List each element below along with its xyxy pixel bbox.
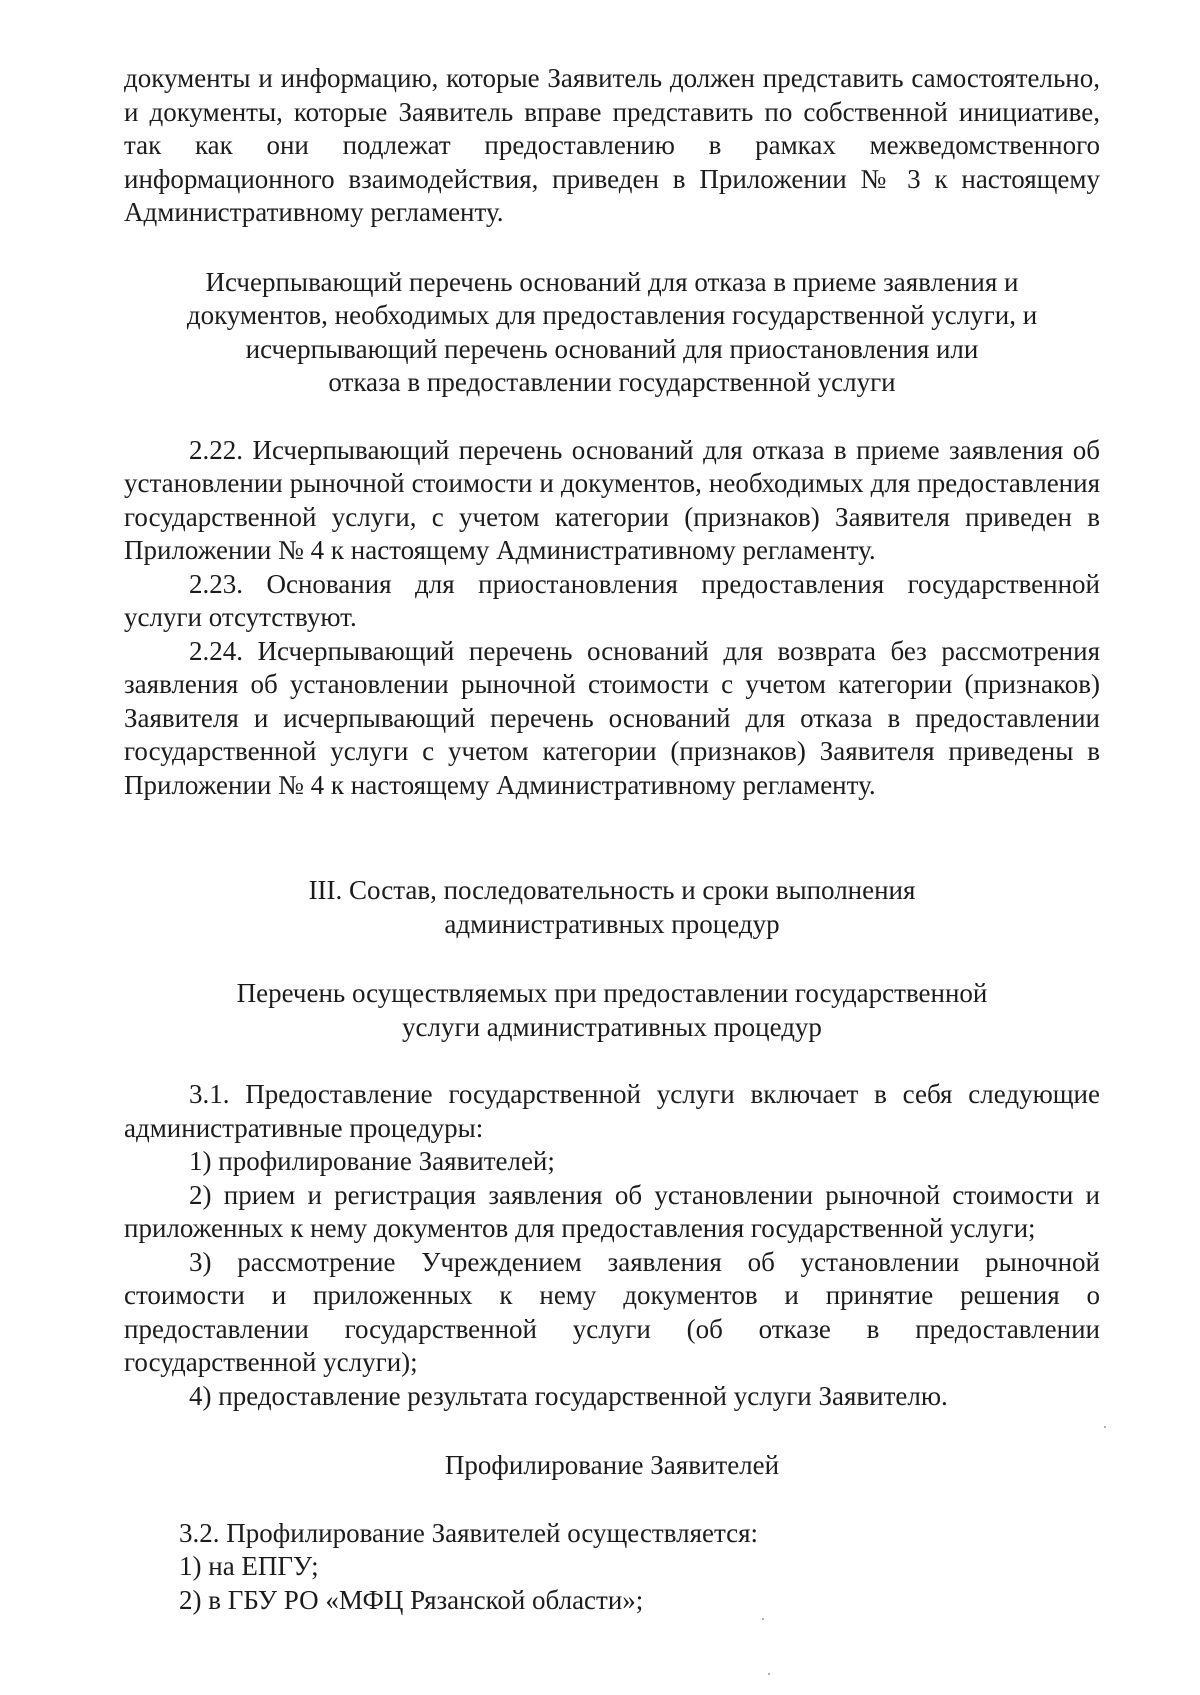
procedure-item: 1) профилирование Заявителей;	[189, 1146, 555, 1176]
section-title-line: III. Состав, последовательность и сроки выполнения	[308, 875, 916, 905]
section-3-title	[124, 874, 1100, 941]
section-title-line: административных процедур	[444, 908, 780, 939]
heading-profiling	[124, 1449, 1100, 1483]
profiling-item: 2) в ГБУ РО «МФЦ Рязанской области»;	[179, 1584, 644, 1615]
procedure-item: 4) предоставление результата государственной услуги Заявителю.	[189, 1380, 948, 1411]
heading-line: Профилирование Заявителей	[444, 1450, 780, 1480]
heading-line: отказа в предоставлении государственной услуги	[328, 367, 896, 397]
intro-paragraph: документы и информацию, которые Заявитель должен представить самостоятельно, и документы, которые Заявитель вправе представить по собственной инициативе, так как они подлежат предоставлению в рамках межведомственного информационного взаимодействия, приведен в Приложении № 3 к настоящему Административному регламенту.	[124, 63, 1100, 227]
scan-speck	[768, 1673, 770, 1675]
heading-line: исчерпывающий перечень оснований для приостановления или	[245, 333, 979, 364]
procedure-item: 3) рассмотрение Учреждением заявления об установлении рыночной стоимости и приложенных к нему документов и принятие решения о предоставлении государственной услуги (об отказе в предоставлении государственной услуги);	[124, 1246, 1100, 1377]
clause-2-22: 2.22. Исчерпывающий перечень оснований для отказа в приеме заявления об установлении рыночной стоимости и документов, необходимых для предоставления государственной услуги, с учетом категории (признаков) Заявителя приведен в Приложении № 4 к настоящему Административному регламенту.	[124, 434, 1100, 565]
procedure-item: 2) прием и регистрация заявления об установлении рыночной стоимости и приложенных к нему документов для предоставления государственной услуги;	[124, 1179, 1100, 1243]
clause-2-23: 2.23. Основания для приостановления предоставления государственной услуги отсутствуют.	[124, 568, 1100, 632]
heading-line: Исчерпывающий перечень оснований для отказа в приеме заявления и	[205, 266, 1019, 297]
clause-3-2: 3.2. Профилирование Заявителей осуществляется:	[179, 1517, 759, 1548]
clause-3-1: 3.1. Предоставление государственной услуги включает в себя следующие административные процедуры:	[124, 1079, 1100, 1143]
heading-line: услуги административных процедур	[402, 1011, 822, 1042]
heading-line: Перечень осуществляемых при предоставлении государственной	[236, 978, 988, 1008]
scan-speck	[762, 1618, 764, 1620]
heading-procedures-list	[124, 977, 1100, 1044]
clause-2-24: 2.24. Исчерпывающий перечень оснований для возврата без рассмотрения заявления об установлении рыночной стоимости с учетом категории (признаков) Заявителя и исчерпывающий перечень оснований для отказа в предоставлении государственной услуги с учетом категории (признаков) Заявителя приведены в Приложении № 4 к настоящему Административному регламенту.	[124, 635, 1100, 800]
profiling-item: 1) на ЕПГУ;	[179, 1551, 319, 1581]
document-body	[124, 62, 1100, 1617]
heading-refusal-grounds	[124, 266, 1100, 400]
scan-speck	[1104, 1426, 1106, 1428]
heading-line: документов, необходимых для предоставления государственной услуги, и	[186, 300, 1038, 330]
